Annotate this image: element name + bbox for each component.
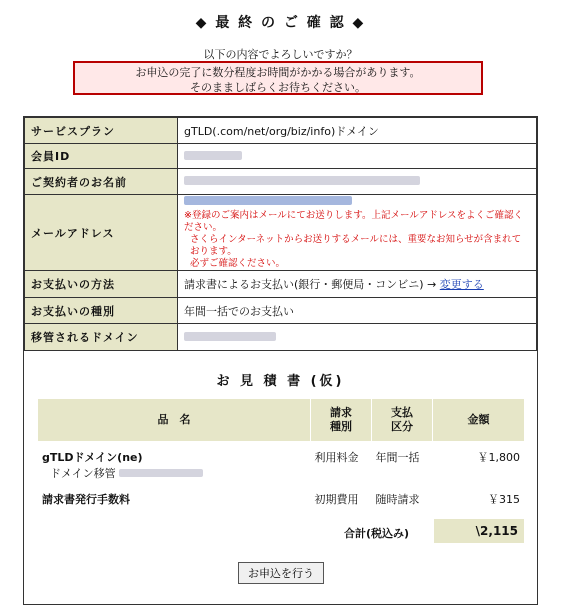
redacted-email bbox=[184, 196, 352, 205]
service-plan-label: サービスプラン bbox=[25, 118, 178, 144]
member-id-label: 会員ID bbox=[25, 144, 178, 169]
item-sub-text: ドメイン移管 bbox=[50, 467, 116, 480]
col-billing-type bbox=[311, 399, 372, 441]
redacted-member-id bbox=[184, 151, 242, 160]
email-warning-line: ※登録のご案内はメールにてお送りします。上記メールアドレスをよくご確認ください。 bbox=[184, 210, 524, 233]
email-warning-line: さくらインターネットからお送りするメールには、重要なお知らせが含まれております。 bbox=[190, 234, 522, 257]
billing-type-cell: 利用料金 bbox=[314, 451, 359, 464]
email-warning bbox=[184, 210, 530, 270]
notice-line: お申込の完了に数分程度お時間がかかる場合があります。 bbox=[135, 66, 421, 79]
email-warning-line: 必ずご確認ください。 bbox=[190, 258, 286, 269]
payment-division-cell: 年間一括 bbox=[375, 451, 420, 464]
transfer-domain-label: 移管されるドメイン bbox=[25, 324, 178, 351]
change-payment-link[interactable]: 変更する bbox=[439, 278, 484, 291]
item-name: 請求書発行手数料 bbox=[42, 493, 130, 506]
col-amount: 金額 bbox=[433, 399, 525, 441]
notice-line: そのまましばらくお待ちください。 bbox=[190, 81, 366, 94]
submit-button[interactable]: お申込を行う bbox=[238, 562, 324, 584]
redacted-contractor-name bbox=[184, 176, 420, 185]
payment-method-value bbox=[178, 271, 537, 298]
amount-cell: ￥1,800 bbox=[477, 451, 520, 464]
col-payment-division-line: 区分 bbox=[391, 420, 413, 433]
main-panel bbox=[23, 116, 538, 605]
contractor-name-value bbox=[178, 169, 537, 195]
item-sub bbox=[42, 465, 307, 481]
col-item: 品 名 bbox=[38, 399, 311, 441]
email-value bbox=[178, 195, 537, 271]
redacted-domain bbox=[184, 332, 276, 341]
total-value: \2,115 bbox=[434, 519, 524, 543]
payment-division-cell: 随時請求 bbox=[375, 493, 420, 506]
billing-type-cell: 初期費用 bbox=[314, 493, 359, 506]
total-label: 合計(税込み) bbox=[344, 527, 410, 540]
page-title: ◆ 最 終 の ご 確 認 ◆ bbox=[195, 15, 366, 31]
confirm-question: 以下の内容でよろしいですか？ bbox=[203, 48, 358, 61]
payment-type-value: 年間一括でのお支払い bbox=[178, 298, 537, 324]
contractor-name-label: ご契約者のお名前 bbox=[25, 169, 178, 195]
col-billing-type-line: 請求 bbox=[330, 406, 352, 419]
estimate-title: お 見 積 書 (仮) bbox=[216, 374, 345, 389]
member-id-value bbox=[178, 144, 537, 169]
col-billing-type-line: 種別 bbox=[330, 420, 352, 433]
estimate-table bbox=[38, 399, 524, 507]
amount-cell: ￥315 bbox=[488, 493, 520, 506]
payment-method-text: 請求書によるお支払い(銀行・郵便局・コンビニ) → bbox=[184, 278, 440, 291]
item-cell bbox=[38, 441, 311, 481]
info-table bbox=[24, 117, 537, 351]
service-plan-value: gTLD(.com/net/org/biz/info)ドメイン bbox=[178, 118, 537, 144]
transfer-domain-value bbox=[178, 324, 537, 351]
notice-box bbox=[73, 61, 483, 95]
payment-type-label: お支払いの種別 bbox=[25, 298, 178, 324]
col-payment-division bbox=[372, 399, 433, 441]
col-payment-division-line: 支払 bbox=[391, 406, 413, 419]
table-row bbox=[38, 481, 524, 507]
redacted-domain bbox=[119, 469, 203, 477]
table-row bbox=[38, 441, 524, 481]
item-name: gTLDドメイン(ne) bbox=[42, 451, 143, 464]
email-label: メールアドレス bbox=[25, 195, 178, 271]
payment-method-label: お支払いの方法 bbox=[25, 271, 178, 298]
